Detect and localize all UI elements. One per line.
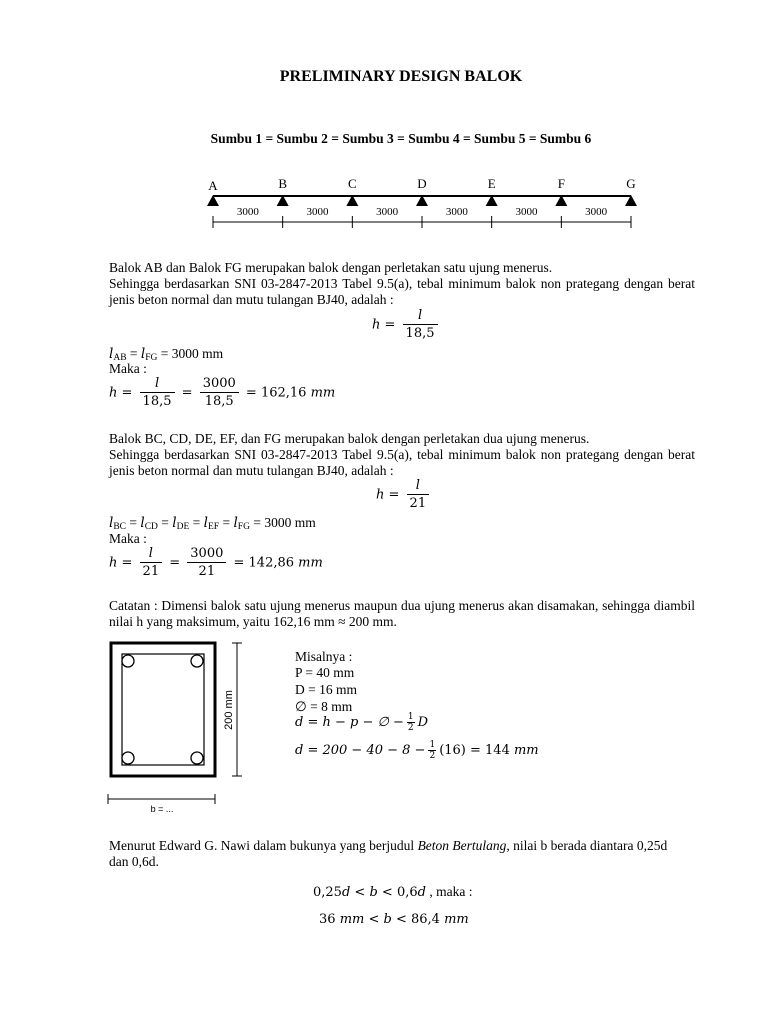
d-formula-rhs: D bbox=[417, 715, 429, 730]
formula-fraction bbox=[403, 308, 438, 342]
d-calc-unit: mm bbox=[513, 743, 539, 758]
section2-intro-line2: Sehingga berdasarkan SNI 03-2847-2013 Tabel 9.5(a), tebal minimum balok non prategang dengan berat jenis beton normal dan mutu tulangan BJ40, adalah : bbox=[109, 447, 695, 478]
d-calc-denominator: 2 bbox=[429, 751, 436, 761]
length-symbol: l bbox=[203, 515, 208, 531]
calc-denominator-2: 21 bbox=[187, 562, 226, 580]
length-subscript: CD bbox=[144, 522, 158, 532]
ineq-tail: , maka : bbox=[425, 884, 473, 899]
example-phi-value: ∅ = 8 mm bbox=[295, 699, 353, 714]
d-calc-lhs: d = 200 − 40 − 8 − bbox=[295, 743, 426, 758]
calc-unit: mm bbox=[310, 385, 336, 401]
length-symbol: l bbox=[233, 515, 238, 531]
section2-intro-line1: Balok BC, CD, DE, EF, dan FG merupakan balok dengan perletakan dua ujung menerus. bbox=[109, 431, 590, 446]
rebar-bottom-right bbox=[191, 752, 203, 764]
stirrup-outline bbox=[122, 654, 204, 765]
example-heading: Misalnya : bbox=[295, 649, 353, 664]
calc-denominator-1: 21 bbox=[140, 562, 163, 580]
d-formula-fraction bbox=[407, 712, 415, 733]
example-p-value: P = 40 mm bbox=[295, 665, 355, 680]
calc-fraction-1 bbox=[140, 376, 175, 410]
reference-text: Menurut Edward G. Nawi dalam bukunya yang berjudul bbox=[109, 838, 418, 853]
example-d-value: D = 16 mm bbox=[295, 682, 357, 697]
ineq-term: < 0,6 bbox=[377, 885, 418, 900]
axis-subtitle: Sumbu 1 = Sumbu 2 = Sumbu 3 = Sumbu 4 = Sumbu 5 = Sumbu 6 bbox=[210, 131, 592, 146]
d-formula-denominator: 2 bbox=[407, 723, 414, 733]
calc-equals: = bbox=[169, 555, 181, 571]
inequality-result bbox=[319, 912, 469, 928]
example-d-calculation bbox=[295, 740, 539, 761]
formula-lhs: h = bbox=[372, 317, 396, 333]
length-symbol: l bbox=[109, 515, 114, 531]
rebar-top-left bbox=[122, 655, 134, 667]
section1-calculation bbox=[109, 376, 335, 410]
calc-numerator-2: 3000 bbox=[190, 546, 224, 561]
ineq-term: < 86,4 bbox=[391, 912, 445, 927]
ineq-var: b bbox=[383, 912, 392, 927]
span-length-label: 3000 bbox=[376, 206, 399, 218]
ineq-term: 0,25 bbox=[313, 885, 342, 900]
length-subscript: EF bbox=[208, 522, 220, 532]
calc-result: = 162,16 bbox=[245, 385, 307, 401]
support-label-c: C bbox=[347, 176, 357, 191]
calc-fraction-2 bbox=[200, 376, 239, 410]
length-symbol: l bbox=[140, 515, 145, 531]
section1-intro-line2: Sehingga berdasarkan SNI 03-2847-2013 Tabel 9.5(a), tebal minimum balok non prategang dengan berat jenis beton normal dan mutu tulangan BJ40, adalah : bbox=[109, 276, 695, 307]
length-subscript: BC bbox=[113, 522, 127, 532]
formula-fraction bbox=[407, 478, 430, 512]
note-paragraph: Catatan : Dimensi balok satu ujung menerus maupun dua ujung menerus akan disamakan, sehingga diambil nilai h yang maksimum, yaitu 162,16 mm ≈ 200 mm. bbox=[109, 598, 695, 629]
height-label: 200 mm bbox=[223, 690, 235, 730]
length-suffix: = bbox=[157, 515, 173, 530]
d-calc-numerator: 1 bbox=[429, 740, 436, 750]
ineq-sign: < bbox=[350, 885, 370, 900]
d-formula-lhs: d = h − p − ∅ − bbox=[295, 715, 404, 730]
width-label: b = ... bbox=[150, 804, 174, 814]
support-label-d: D bbox=[417, 176, 427, 191]
calc-result: = 142,86 bbox=[233, 555, 295, 571]
calc-lhs: h = bbox=[109, 555, 133, 571]
d-calc-fraction bbox=[428, 740, 436, 761]
length-subscript: DE bbox=[176, 522, 190, 532]
support-label-g: G bbox=[626, 176, 636, 191]
rebar-top-right bbox=[191, 655, 203, 667]
length-value: = 3000 mm bbox=[157, 346, 224, 361]
rebar-bottom-left bbox=[122, 752, 134, 764]
span-length-label: 3000 bbox=[585, 206, 608, 218]
calc-fraction-2 bbox=[187, 546, 226, 580]
length-suffix: = bbox=[126, 515, 141, 530]
span-length-label: 3000 bbox=[306, 206, 329, 218]
section1-intro-line1: Balok AB dan Balok FG merupakan balok dengan perletakan satu ujung menerus. bbox=[109, 260, 553, 275]
section2-maka: Maka : bbox=[109, 531, 147, 546]
beam-diagram bbox=[190, 172, 650, 238]
support-label-e: E bbox=[487, 176, 496, 191]
span-length-label: 3000 bbox=[445, 206, 468, 218]
length-term bbox=[233, 515, 315, 530]
ineq-var: b bbox=[369, 885, 378, 900]
length-suffix: = 3000 mm bbox=[249, 515, 316, 530]
calc-numerator-1: l bbox=[148, 546, 153, 561]
support-label-a: A bbox=[208, 178, 218, 193]
d-calc-rhs: (16) = 144 bbox=[439, 743, 510, 758]
calc-equals: = bbox=[181, 385, 193, 401]
beam-cross-section bbox=[100, 636, 260, 816]
section1-formula bbox=[372, 308, 441, 342]
calc-numerator-2: 3000 bbox=[202, 376, 236, 391]
calc-fraction-1 bbox=[140, 546, 163, 580]
calc-lhs: h = bbox=[109, 385, 133, 401]
span-length-label: 3000 bbox=[515, 206, 538, 218]
page-title: PRELIMINARY DESIGN BALOK bbox=[279, 68, 523, 85]
reference-paragraph bbox=[109, 838, 689, 870]
calc-unit: mm bbox=[298, 555, 323, 571]
span-length-label: 3000 bbox=[236, 206, 259, 218]
formula-denominator: 18,5 bbox=[403, 324, 438, 342]
ineq-unit: mm bbox=[339, 912, 365, 927]
example-d-formula bbox=[295, 712, 428, 733]
length-term bbox=[109, 515, 140, 530]
formula-numerator: l bbox=[417, 308, 423, 323]
length-term bbox=[172, 515, 203, 530]
ineq-sign: < bbox=[364, 912, 384, 927]
length-suffix: = bbox=[219, 515, 234, 530]
ineq-var: d bbox=[417, 885, 426, 900]
length-term bbox=[204, 515, 234, 530]
length-subscript-ab: AB bbox=[113, 353, 127, 363]
length-symbol: l bbox=[109, 346, 114, 362]
section1-maka: Maka : bbox=[109, 361, 147, 376]
length-symbol: l bbox=[140, 346, 146, 362]
calc-denominator-2: 18,5 bbox=[200, 392, 239, 410]
calc-denominator-1: 18,5 bbox=[140, 392, 175, 410]
section2-formula bbox=[376, 478, 432, 512]
section2-calculation bbox=[109, 546, 323, 580]
inequality-formula bbox=[313, 884, 472, 901]
formula-lhs: h = bbox=[376, 487, 400, 503]
ineq-term: 36 bbox=[319, 912, 340, 927]
formula-denominator: 21 bbox=[407, 494, 430, 512]
ineq-var: d bbox=[341, 885, 351, 900]
support-label-b: B bbox=[278, 176, 288, 191]
calc-numerator-1: l bbox=[154, 376, 160, 391]
length-subscript: FG bbox=[237, 522, 250, 532]
length-suffix: = bbox=[189, 515, 204, 530]
length-equals: = bbox=[126, 346, 141, 361]
support-label-f: F bbox=[557, 176, 565, 191]
formula-numerator: l bbox=[415, 478, 420, 493]
ineq-unit: mm bbox=[444, 912, 469, 927]
length-symbol: l bbox=[172, 515, 177, 531]
reference-book-title: Beton Bertulang bbox=[417, 838, 507, 853]
length-subscript-fg: FG bbox=[145, 353, 158, 363]
length-term bbox=[140, 515, 172, 530]
d-formula-numerator: 1 bbox=[407, 712, 414, 722]
reference-text: , nilai b berada diantara 0,25d dan 0,6d. bbox=[109, 838, 668, 869]
